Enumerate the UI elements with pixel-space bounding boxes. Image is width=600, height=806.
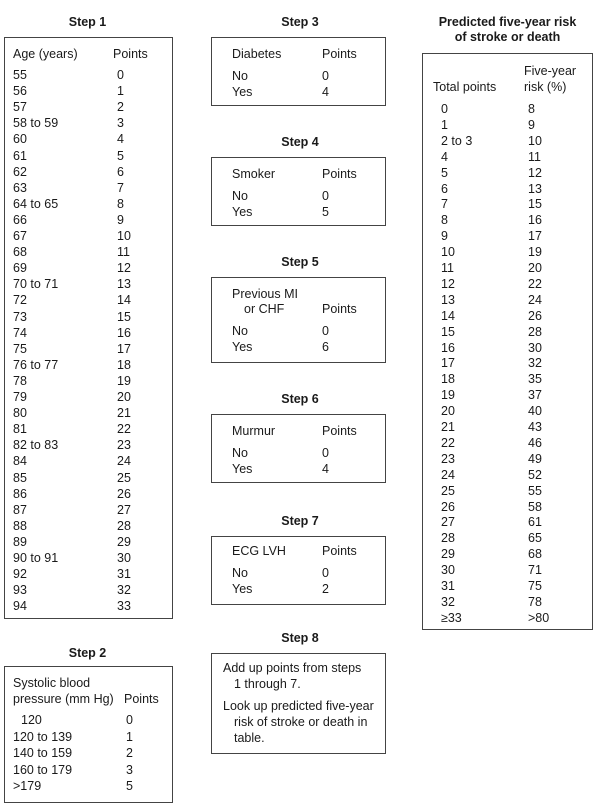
risk-row-label: ≥33 xyxy=(441,610,462,625)
risk-row-label: 29 xyxy=(441,547,455,562)
step1-row-label: 79 xyxy=(13,390,27,404)
step1-row xyxy=(5,357,172,373)
risk-row-label: 1 xyxy=(441,117,448,132)
step2-box xyxy=(4,666,173,803)
risk-row xyxy=(423,308,592,324)
risk-row-label: 14 xyxy=(441,308,455,323)
risk-row-label: 2 to 3 xyxy=(441,133,473,148)
step4-row-yes-label: Yes xyxy=(232,205,253,219)
step1-row-value: 24 xyxy=(117,454,131,469)
step1-row-label: 64 to 65 xyxy=(13,196,59,211)
step1-row xyxy=(5,405,172,421)
step1-row-label: 73 xyxy=(13,309,27,324)
step8-para1-line2: 1 through 7. xyxy=(234,677,301,691)
step1-row-value: 22 xyxy=(117,422,131,437)
risk-row-value: 20 xyxy=(528,261,542,275)
step1-row-label: 84 xyxy=(13,454,27,469)
risk-row-value: 19 xyxy=(528,245,542,260)
step1-row xyxy=(5,389,172,405)
risk-row-label: 24 xyxy=(441,467,455,482)
risk-header-risk-line2: risk (%) xyxy=(524,80,567,94)
step4-box xyxy=(211,157,386,226)
step7-title: Step 7 xyxy=(281,514,319,528)
step1-row-value: 9 xyxy=(117,212,124,227)
risk-row-value: 52 xyxy=(528,467,542,482)
step1-row xyxy=(5,518,172,534)
risk-row-value: 58 xyxy=(528,499,542,514)
step1-row-label: 58 to 59 xyxy=(13,116,59,131)
step2-row xyxy=(5,762,172,778)
step4-header-smoker: Smoker xyxy=(232,167,276,181)
risk-row xyxy=(423,181,592,197)
step1-row-label: 94 xyxy=(13,599,27,614)
step1-row-value: 6 xyxy=(117,164,124,179)
step6-row-yes-label: Yes xyxy=(232,462,253,476)
step1-row xyxy=(5,228,172,244)
step5-row-no-points: 0 xyxy=(322,324,329,338)
step7-row-no-points: 0 xyxy=(322,566,329,580)
risk-row xyxy=(423,451,592,467)
risk-row-label: 20 xyxy=(441,404,455,419)
step1-row-label: 56 xyxy=(13,84,27,99)
risk-row xyxy=(423,435,592,451)
step8-para2-line2: risk of stroke or death in xyxy=(234,715,368,729)
risk-row xyxy=(423,419,592,435)
step2-title: Step 2 xyxy=(68,646,107,660)
step1-row-label: 81 xyxy=(13,422,27,437)
risk-row-label: 7 xyxy=(441,197,448,212)
step7-box xyxy=(211,536,386,605)
risk-row-label: 4 xyxy=(441,149,448,164)
step1-row-value: 26 xyxy=(117,486,131,501)
step1-row xyxy=(5,598,172,614)
risk-row-label: 27 xyxy=(441,515,455,530)
step1-row-label: 88 xyxy=(13,518,27,533)
risk-row xyxy=(423,514,592,530)
risk-row xyxy=(423,260,592,276)
risk-row-label: 9 xyxy=(441,229,448,244)
step6-row-no-label: No xyxy=(232,446,248,460)
step1-row xyxy=(5,260,172,276)
risk-row-value: 8 xyxy=(528,102,535,116)
step1-row-value: 21 xyxy=(117,406,131,421)
risk-row-label: 17 xyxy=(441,356,455,371)
risk-row xyxy=(423,355,592,371)
step1-row-label: 90 to 91 xyxy=(13,551,59,565)
step6-box xyxy=(211,414,386,483)
step1-row-label: 70 to 71 xyxy=(13,277,59,292)
risk-row-value: 37 xyxy=(528,388,542,403)
step8-para2-line1: Look up predicted five-year xyxy=(223,699,374,713)
step1-row-label: 92 xyxy=(13,567,27,582)
step1-row-value: 1 xyxy=(117,84,124,99)
step1-row-label: 69 xyxy=(13,261,27,276)
risk-row xyxy=(423,483,592,499)
step1-row-label: 72 xyxy=(13,293,27,308)
step5-row-yes-points: 6 xyxy=(322,340,329,354)
step4-row-no-points: 0 xyxy=(322,189,329,203)
risk-row xyxy=(423,610,592,626)
step4-title: Step 4 xyxy=(281,135,319,149)
step1-row-value: 23 xyxy=(117,438,131,453)
step1-row-label: 75 xyxy=(13,341,27,356)
step1-row xyxy=(5,115,172,131)
risk-row-value: 30 xyxy=(528,340,542,355)
step1-row-value: 28 xyxy=(117,518,131,533)
risk-row-label: 21 xyxy=(441,420,455,434)
risk-row-value: 17 xyxy=(528,229,542,244)
risk-row-label: 31 xyxy=(441,579,455,593)
step1-row-value: 27 xyxy=(117,502,131,517)
risk-header-risk-line1: Five-year xyxy=(524,64,577,78)
risk-row-value: 26 xyxy=(528,308,542,323)
step1-row-label: 76 to 77 xyxy=(13,357,59,372)
step4-row-yes-points: 5 xyxy=(322,205,329,219)
step2-row-label: 140 to 159 xyxy=(13,746,73,760)
risk-row-value: 15 xyxy=(528,197,542,212)
step3-header-points: Points xyxy=(322,47,357,61)
risk-row xyxy=(423,276,592,292)
step2-row xyxy=(5,745,172,761)
step1-row xyxy=(5,244,172,260)
step1-row-label: 87 xyxy=(13,502,27,517)
step6-row-no-points: 0 xyxy=(322,446,329,460)
risk-row xyxy=(423,340,592,356)
risk-row xyxy=(423,228,592,244)
step1-title: Step 1 xyxy=(68,15,107,29)
risk-row-label: 6 xyxy=(441,181,448,196)
risk-row-value: 75 xyxy=(528,579,542,593)
step1-row-value: 33 xyxy=(117,599,131,614)
risk-row xyxy=(423,244,592,260)
step2-header-line2: pressure (mm Hg) xyxy=(13,692,114,706)
risk-row xyxy=(423,117,592,133)
risk-row-label: 8 xyxy=(441,213,448,228)
step1-row-value: 4 xyxy=(117,132,124,147)
step1-row xyxy=(5,196,172,212)
step2-row-value: 2 xyxy=(126,746,133,760)
risk-row-value: 32 xyxy=(528,356,542,371)
risk-row xyxy=(423,467,592,483)
step1-row-value: 7 xyxy=(117,180,124,195)
risk-row-value: 13 xyxy=(528,181,542,196)
risk-row-label: 15 xyxy=(441,324,455,339)
step2-row-value: 5 xyxy=(126,779,133,793)
risk-row-value: 65 xyxy=(528,531,542,546)
risk-row-value: 22 xyxy=(528,276,542,291)
step2-row-value: 0 xyxy=(126,713,133,727)
step1-row-label: 78 xyxy=(13,373,27,388)
step1-row-label: 80 xyxy=(13,406,27,421)
step1-row xyxy=(5,566,172,582)
risk-row xyxy=(423,292,592,308)
step1-row xyxy=(5,373,172,389)
risk-row-label: 26 xyxy=(441,499,455,514)
step1-row-value: 29 xyxy=(117,534,131,549)
step4-row-no-label: No xyxy=(232,189,248,203)
risk-row-value: 28 xyxy=(528,324,542,339)
step1-row-label: 82 to 83 xyxy=(13,438,59,453)
risk-row xyxy=(423,101,592,117)
risk-row-value: 24 xyxy=(528,292,542,307)
risk-row-value: 11 xyxy=(528,149,541,164)
risk-row xyxy=(423,403,592,419)
step1-row-label: 62 xyxy=(13,164,27,179)
step1-row-value: 5 xyxy=(117,148,124,163)
risk-row xyxy=(423,165,592,181)
step1-row xyxy=(5,67,172,83)
step1-row-label: 63 xyxy=(13,180,27,195)
step3-row-yes-label: Yes xyxy=(232,85,253,99)
risk-row-label: 0 xyxy=(441,102,448,116)
step1-row xyxy=(5,486,172,502)
step1-row-label: 66 xyxy=(13,212,27,227)
risk-row xyxy=(423,371,592,387)
step1-header-age: Age (years) xyxy=(13,47,78,61)
step2-row-value: 3 xyxy=(126,762,133,777)
step6-row-yes-points: 4 xyxy=(322,462,329,476)
step1-row-value: 16 xyxy=(117,325,131,340)
risk-row-label: 25 xyxy=(441,483,455,498)
risk-row-value: 35 xyxy=(528,372,542,387)
risk-row-value: 55 xyxy=(528,483,542,498)
step1-box xyxy=(4,37,173,619)
step3-row-yes-points: 4 xyxy=(322,85,329,99)
step1-row-label: 67 xyxy=(13,229,27,243)
risk-row xyxy=(423,196,592,212)
step1-row-value: 0 xyxy=(117,68,124,82)
step1-row-label: 57 xyxy=(13,100,27,115)
risk-row-label: 23 xyxy=(441,451,455,466)
step7-row-yes-label: Yes xyxy=(232,582,253,596)
step2-header-points: Points xyxy=(124,692,159,706)
step2-row xyxy=(5,729,172,745)
step7-header-points: Points xyxy=(322,544,357,558)
step8-para1-line1: Add up points from steps xyxy=(223,661,362,675)
risk-row-label: 16 xyxy=(441,340,455,355)
risk-title-line1: Predicted five-year risk xyxy=(438,15,577,29)
risk-row xyxy=(423,578,592,594)
step1-row-label: 74 xyxy=(13,325,27,340)
step6-header-points: Points xyxy=(322,424,357,438)
step1-row-value: 15 xyxy=(117,309,131,324)
risk-row-value: 40 xyxy=(528,404,542,419)
step5-header-points: Points xyxy=(322,302,357,316)
risk-row-value: 49 xyxy=(528,451,542,466)
step1-row-value: 3 xyxy=(117,116,124,131)
step1-row xyxy=(5,99,172,115)
risk-row-label: 12 xyxy=(441,276,455,291)
risk-row-value: 9 xyxy=(528,117,535,132)
step1-row-label: 85 xyxy=(13,470,27,485)
step1-row-value: 18 xyxy=(117,357,131,372)
risk-title-line2: of stroke or death xyxy=(454,30,561,44)
step8-title: Step 8 xyxy=(281,631,319,645)
risk-row-value: 71 xyxy=(528,563,542,578)
step1-row-value: 11 xyxy=(117,245,130,260)
step1-row xyxy=(5,582,172,598)
step5-title: Step 5 xyxy=(281,255,319,269)
risk-row-label: 30 xyxy=(441,563,455,578)
risk-row-label: 32 xyxy=(441,594,455,609)
risk-row xyxy=(423,149,592,165)
step2-row-label: 160 to 179 xyxy=(13,762,73,777)
step7-header-ecg: ECG LVH xyxy=(232,544,286,558)
step2-row-label: 120 xyxy=(21,713,42,727)
step2-row xyxy=(5,778,172,794)
step1-row xyxy=(5,341,172,357)
step1-row xyxy=(5,325,172,341)
step1-row-label: 86 xyxy=(13,486,27,501)
step1-row-label: 55 xyxy=(13,68,27,82)
step1-row-value: 25 xyxy=(117,470,131,485)
risk-row-label: 19 xyxy=(441,388,455,403)
risk-row xyxy=(423,324,592,340)
step1-row xyxy=(5,534,172,550)
step1-row-value: 17 xyxy=(117,341,131,356)
step1-row-value: 30 xyxy=(117,551,131,565)
risk-row xyxy=(423,387,592,403)
step2-row-label: 120 to 139 xyxy=(13,729,73,744)
step1-row xyxy=(5,550,172,566)
step3-row-no-points: 0 xyxy=(322,69,329,83)
risk-row-label: 22 xyxy=(441,435,455,450)
risk-row-value: 61 xyxy=(528,515,542,530)
step5-header-line1: Previous MI xyxy=(232,287,298,301)
step1-row-label: 68 xyxy=(13,245,27,260)
risk-row xyxy=(423,546,592,562)
step1-row-value: 12 xyxy=(117,261,131,276)
risk-row xyxy=(423,594,592,610)
step1-row-value: 13 xyxy=(117,277,131,292)
risk-header-total: Total points xyxy=(433,80,497,94)
step1-row xyxy=(5,453,172,469)
step5-row-yes-label: Yes xyxy=(232,340,253,354)
step1-row-value: 20 xyxy=(117,390,131,404)
step1-row xyxy=(5,131,172,147)
step1-row xyxy=(5,180,172,196)
step7-row-no-label: No xyxy=(232,566,248,580)
step1-row xyxy=(5,437,172,453)
step1-row xyxy=(5,148,172,164)
risk-row xyxy=(423,499,592,515)
step1-row xyxy=(5,212,172,228)
step1-row-value: 2 xyxy=(117,100,124,115)
risk-row-label: 10 xyxy=(441,245,455,260)
step7-row-yes-points: 2 xyxy=(322,582,329,596)
step8-para2-line3: table. xyxy=(234,731,265,745)
risk-row-value: 68 xyxy=(528,547,542,562)
risk-row-label: 5 xyxy=(441,165,448,180)
step1-row-value: 14 xyxy=(117,293,131,308)
step5-box xyxy=(211,277,386,363)
step6-header-murmur: Murmur xyxy=(232,424,276,438)
risk-row-value: 43 xyxy=(528,420,542,434)
risk-row xyxy=(423,212,592,228)
risk-row-value: 10 xyxy=(528,133,542,148)
risk-row xyxy=(423,530,592,546)
step1-header-points: Points xyxy=(113,47,148,61)
step2-row xyxy=(5,712,172,728)
step2-row-label: >179 xyxy=(13,779,42,793)
risk-row-value: 12 xyxy=(528,165,542,180)
step1-row-value: 19 xyxy=(117,373,131,388)
step5-header-line2: or CHF xyxy=(244,302,285,316)
risk-row-label: 13 xyxy=(441,292,455,307)
risk-row-label: 28 xyxy=(441,531,455,546)
step1-row xyxy=(5,83,172,99)
step1-row-value: 31 xyxy=(117,567,131,582)
step3-row-no-label: No xyxy=(232,69,248,83)
step3-header-diabetes: Diabetes xyxy=(232,47,282,61)
step1-row xyxy=(5,164,172,180)
step1-row-label: 61 xyxy=(13,148,27,163)
step3-box xyxy=(211,37,386,106)
risk-table-box xyxy=(422,53,593,630)
risk-row-value: 16 xyxy=(528,213,542,228)
step1-row-value: 32 xyxy=(117,583,131,598)
step1-row xyxy=(5,292,172,308)
step1-row-value: 10 xyxy=(117,229,131,243)
step1-row-label: 60 xyxy=(13,132,27,147)
risk-row-value: 78 xyxy=(528,594,542,609)
step3-title: Step 3 xyxy=(281,15,319,29)
step1-row xyxy=(5,470,172,486)
step6-title: Step 6 xyxy=(281,392,319,406)
step1-row xyxy=(5,421,172,437)
step1-row xyxy=(5,276,172,292)
risk-row xyxy=(423,562,592,578)
step1-row-value: 8 xyxy=(117,196,124,211)
step8-box xyxy=(211,653,386,754)
step1-row xyxy=(5,309,172,325)
risk-row-value: >80 xyxy=(528,610,550,625)
step4-header-points: Points xyxy=(322,167,357,181)
risk-row-label: 11 xyxy=(441,261,454,275)
step2-header-line1: Systolic blood xyxy=(13,676,91,690)
step2-row-value: 1 xyxy=(126,729,133,744)
step1-row-label: 93 xyxy=(13,583,27,598)
risk-row-value: 46 xyxy=(528,435,542,450)
step5-row-no-label: No xyxy=(232,324,248,338)
risk-row xyxy=(423,133,592,149)
risk-row-label: 18 xyxy=(441,372,455,387)
step1-row xyxy=(5,502,172,518)
step1-row-label: 89 xyxy=(13,534,27,549)
